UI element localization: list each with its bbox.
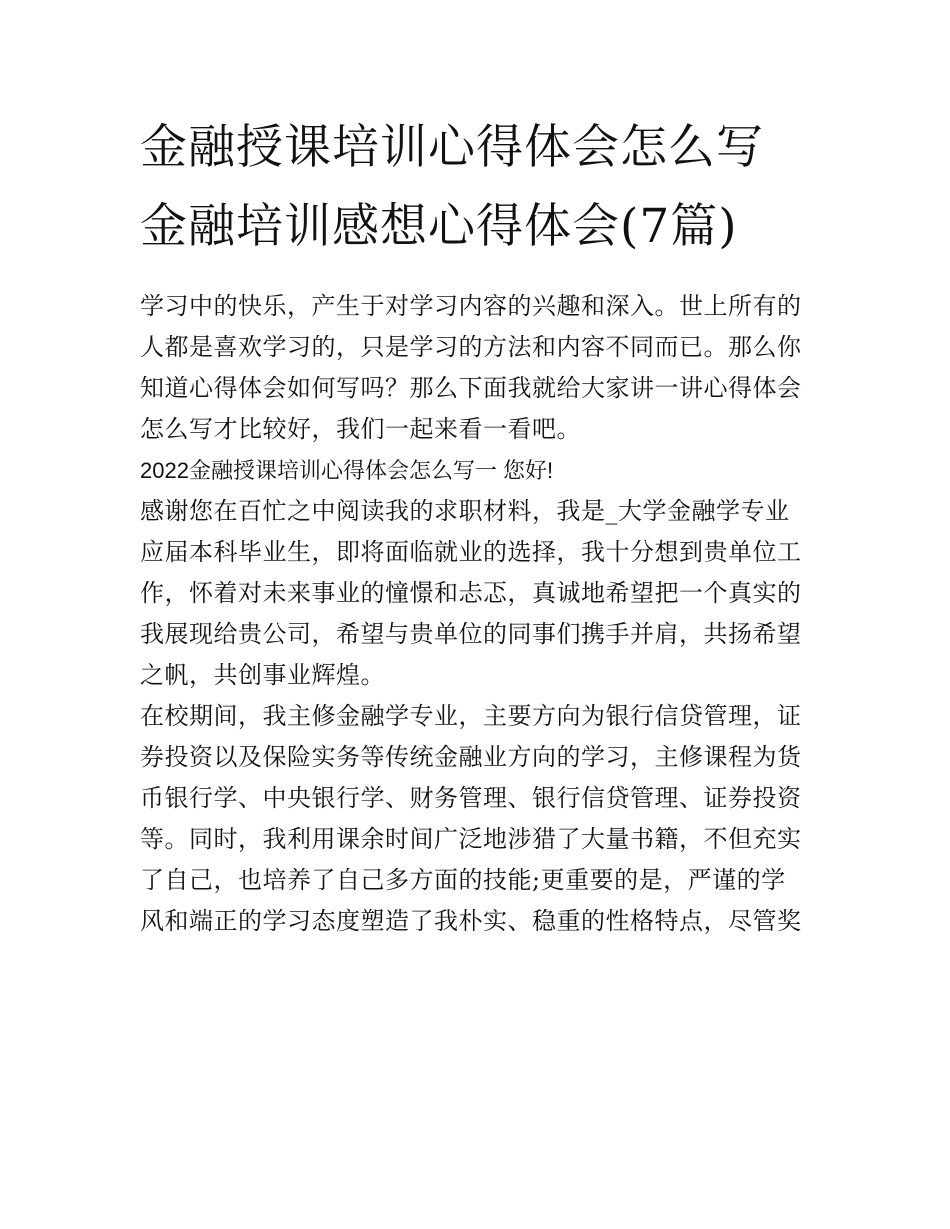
paragraph-1 xyxy=(140,491,812,696)
text-line: 应届本科毕业生，即将面临就业的选择，我十分想到贵单位工 xyxy=(140,538,802,566)
text-line: 我展现给贵公司，希望与贵单位的同事们携手并肩，共扬希望 xyxy=(140,620,802,648)
text-line: 在校期间，我主修金融学专业，主要方向为银行信贷管理，证 xyxy=(140,702,802,730)
intro-paragraph xyxy=(140,286,812,450)
text-line: 之帆，共创事业辉煌。 xyxy=(140,661,385,689)
section-heading: 2022金融授课培训心得体会怎么写一 您好! xyxy=(140,458,554,483)
text-line: 了自己，也培养了自己多方面的技能;更重要的是，严谨的学 xyxy=(140,866,786,894)
title-line: 金融培训感想心得体会(7篇) xyxy=(140,199,738,254)
document-title xyxy=(140,108,812,266)
text-line: 怎么写才比较好，我们一起来看一看吧。 xyxy=(140,415,581,443)
paragraph-2 xyxy=(140,696,812,942)
text-line: 人都是喜欢学习的，只是学习的方法和内容不同而已。那么你 xyxy=(140,333,802,361)
document-body xyxy=(140,286,812,942)
text-line: 知道心得体会如何写吗？那么下面我就给大家讲一讲心得体会 xyxy=(140,374,802,402)
section-heading-paragraph xyxy=(140,450,812,491)
text-line: 风和端正的学习态度塑造了我朴实、稳重的性格特点，尽管奖 xyxy=(140,907,802,935)
document-page xyxy=(140,108,812,942)
text-line: 等。同时，我利用课余时间广泛地涉猎了大量书籍，不但充实 xyxy=(140,825,802,853)
text-line: 学习中的快乐，产生于对学习内容的兴趣和深入。世上所有的 xyxy=(140,292,802,320)
text-line: 币银行学、中央银行学、财务管理、银行信贷管理、证券投资 xyxy=(140,784,802,812)
text-line: 感谢您在百忙之中阅读我的求职材料，我是_大学金融学专业 xyxy=(140,497,790,525)
title-line: 金融授课培训心得体会怎么写 xyxy=(140,120,764,175)
text-line: 券投资以及保险实务等传统金融业方向的学习，主修课程为货 xyxy=(140,743,802,771)
text-line: 作，怀着对未来事业的憧憬和忐忑，真诚地希望把一个真实的 xyxy=(140,579,802,607)
